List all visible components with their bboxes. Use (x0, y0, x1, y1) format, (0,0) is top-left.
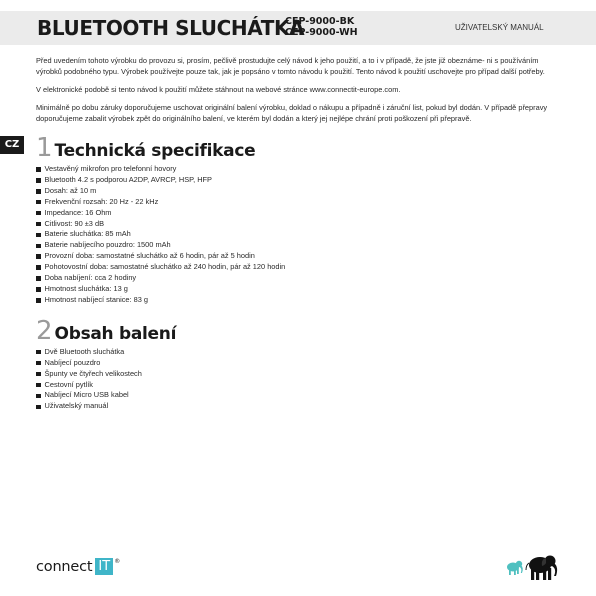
registered-mark: ® (114, 558, 121, 565)
list-item: Frekvenční rozsah: 20 Hz - 22 kHz (36, 197, 558, 208)
package-contents-list (36, 347, 558, 412)
list-item: Nabíjecí pouzdro (36, 358, 558, 369)
section-number: 2 (36, 315, 53, 346)
list-item: Hmotnost nabíjecí stanice: 83 g (36, 295, 558, 306)
intro-paragraph: Minimálně po dobu záruky doporučujeme uschovat originální balení výrobku, doklad o nákupu a případně i záruční list, pokud byl dodán. V případě přepravy doporučujeme zabalit výrobek zpět do originálního balení, ve kterém byl dodán a který jej nejlépe chrání proti poškození při přepravě. (36, 103, 548, 123)
elephants-icon (504, 553, 560, 581)
section-title: Obsah balení (54, 323, 177, 344)
list-item: Špunty ve čtyřech velikostech (36, 369, 558, 380)
bullet-square-icon (36, 383, 41, 388)
large-elephant-icon (526, 556, 557, 581)
logo-text: connect (36, 558, 93, 575)
list-item: Impedance: 16 Ohm (36, 208, 558, 219)
manual-label: UŽIVATELSKÝ MANUÁL (455, 23, 544, 32)
section-heading-specs (36, 131, 558, 161)
bullet-square-icon (36, 200, 41, 205)
list-item: Citlivost: 90 ±3 dB (36, 219, 558, 230)
spec-list (36, 164, 558, 306)
bullet-square-icon (36, 178, 41, 183)
brand-logo (36, 558, 120, 575)
list-item: Hmotnost sluchátka: 13 g (36, 284, 558, 295)
model-codes (285, 16, 358, 38)
section-heading-package (36, 314, 558, 344)
list-item: Vestavěný mikrofon pro telefonní hovory (36, 164, 558, 175)
list-item: Provozní doba: samostatné sluchátko až 6 hodin, pár až 5 hodin (36, 251, 558, 262)
bullet-square-icon (36, 189, 41, 194)
list-item: Dvě Bluetooth sluchátka (36, 347, 558, 358)
bullet-square-icon (36, 276, 41, 281)
list-item: Baterie nabíjecího pouzdro: 1500 mAh (36, 240, 558, 251)
list-item: Pohotovostní doba: samostatné sluchátko až 240 hodin, pár až 120 hodin (36, 262, 558, 273)
list-item: Bluetooth 4.2 s podporou A2DP, AVRCP, HSP, HFP (36, 175, 558, 186)
bullet-square-icon (36, 361, 41, 366)
bullet-square-icon (36, 405, 41, 410)
list-item: Baterie sluchátka: 85 mAh (36, 229, 558, 240)
bullet-square-icon (36, 265, 41, 270)
logo-it-box: IT (95, 558, 113, 575)
list-item: Uživatelský manuál (36, 401, 558, 412)
bullet-square-icon (36, 394, 41, 399)
document-title: BLUETOOTH SLUCHÁTKA (37, 16, 305, 40)
section-number: 1 (36, 133, 53, 163)
language-badge: CZ (0, 136, 24, 154)
list-item: Cestovní pytlík (36, 380, 558, 391)
intro-paragraph: V elektronické podobě si tento návod k použití můžete stáhnout na webové stránce www.connectit-europe.com. (36, 85, 401, 94)
bullet-square-icon (36, 254, 41, 259)
document-body (36, 55, 558, 420)
model-code-bk: CEP-9000-BK (285, 16, 355, 27)
list-item: Doba nabíjení: cca 2 hodiny (36, 273, 558, 284)
list-item: Dosah: až 10 m (36, 186, 558, 197)
bullet-square-icon (36, 244, 41, 249)
list-item: Nabíjecí Micro USB kabel (36, 390, 558, 401)
bullet-square-icon (36, 350, 41, 355)
small-elephant-icon (507, 561, 523, 575)
intro-paragraph: Před uvedením tohoto výrobku do provozu si, prosím, pečlivě prostudujte celý návod k jeho použití, a to i v případě, že jste již obeznáme- ni s používáním výrobků podobného typu. Výrobek používejte pouze tak, jak je popsáno v tomto návodu k použití. Tento návod k použití uschovejte pro případ další potřeby. (36, 56, 545, 76)
bullet-square-icon (36, 211, 41, 216)
bullet-square-icon (36, 372, 41, 377)
bullet-square-icon (36, 287, 41, 292)
bullet-square-icon (36, 167, 41, 172)
model-code-wh: CEP-9000-WH (285, 27, 358, 38)
bullet-square-icon (36, 222, 41, 227)
bullet-square-icon (36, 298, 41, 303)
section-title: Technická specifikace (54, 141, 256, 161)
bullet-square-icon (36, 233, 41, 238)
